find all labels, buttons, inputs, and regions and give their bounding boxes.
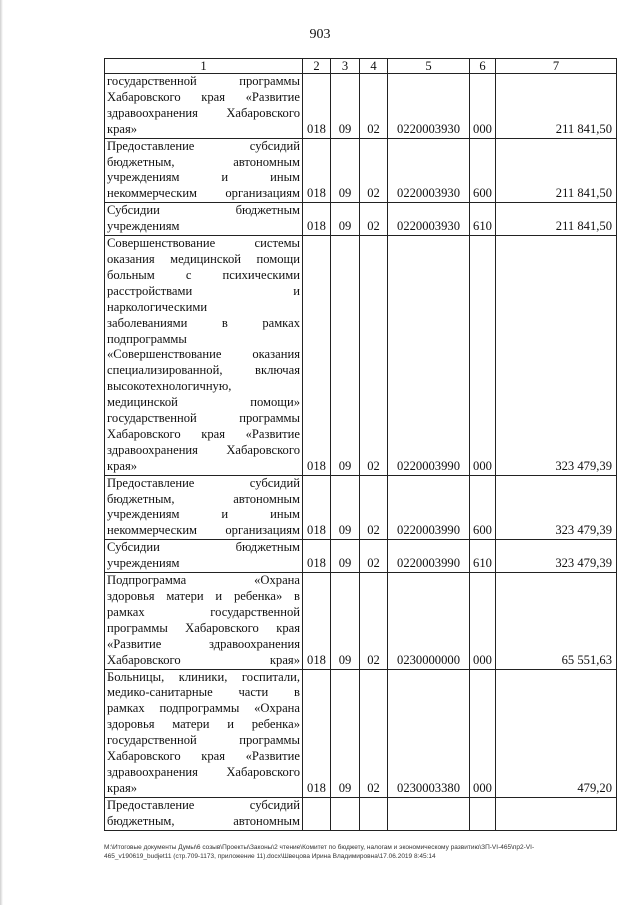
col-3-value: 09 (331, 669, 360, 797)
description-line: государственной программы (107, 411, 300, 426)
description-line: наркологическими (107, 299, 208, 314)
row-description (105, 138, 303, 203)
description-line: здоровья матери и ребенка» (107, 717, 300, 732)
col-6-value: 000 (470, 573, 496, 669)
col-7-amount: 323 479,39 (496, 236, 617, 476)
description-line: Предоставление субсидий (107, 475, 300, 490)
col-5-value: 0220003930 (388, 74, 470, 139)
col-5-value: 0220003990 (388, 540, 470, 573)
col-3-value: 09 (331, 138, 360, 203)
col-3-value (331, 797, 360, 830)
description-line: края» (107, 458, 138, 473)
table-row (105, 573, 617, 669)
header-col-2: 2 (303, 59, 331, 74)
footer-line: 465_v190619_budjet11 (стр.709-1173, приложение 11).docx\Швецова Ирина Владимировна\17.06.2019 8:45:14 (104, 853, 436, 860)
description-line: специализированной, включая (107, 363, 300, 378)
description-line: бюджетным, автономным (107, 154, 300, 169)
col-7-amount: 323 479,39 (496, 540, 617, 573)
header-col-4: 4 (360, 59, 388, 74)
description-line: Хабаровского края» (107, 652, 300, 667)
header-col-5: 5 (388, 59, 470, 74)
budget-table (104, 58, 617, 831)
row-description (105, 669, 303, 797)
col-2-value: 018 (303, 74, 331, 139)
col-3-value: 09 (331, 236, 360, 476)
col-5-value: 0220003930 (388, 138, 470, 203)
description-line: программы Хабаровского края (107, 620, 300, 635)
col-4-value: 02 (360, 74, 388, 139)
description-line: здоровья матери и ребенка» в (107, 589, 300, 603)
description-line: Предоставление субсидий (107, 138, 300, 153)
row-description (105, 475, 303, 540)
description-line: учреждениям (107, 556, 180, 571)
description-line: Предоставление субсидий (107, 797, 300, 812)
description-line: Хабаровского края «Развитие (107, 426, 300, 441)
table-row (105, 203, 617, 236)
col-2-value: 018 (303, 573, 331, 669)
table-row (105, 475, 617, 540)
row-description (105, 236, 303, 476)
col-6-value: 610 (470, 203, 496, 236)
col-6-value: 000 (470, 669, 496, 797)
col-5-value (388, 797, 470, 830)
col-5-value: 0220003990 (388, 236, 470, 476)
col-6-value: 600 (470, 475, 496, 540)
col-4-value: 02 (360, 540, 388, 573)
col-6-value: 000 (470, 236, 496, 476)
col-2-value: 018 (303, 540, 331, 573)
header-col-6: 6 (470, 59, 496, 74)
description-line: края» (107, 121, 138, 136)
description-line: здравоохранения Хабаровского (107, 105, 300, 120)
table-row (105, 74, 617, 139)
col-7-amount: 65 551,63 (496, 573, 617, 669)
page-number: 903 (309, 27, 331, 42)
file-path-footer (104, 843, 616, 861)
col-4-value: 02 (360, 669, 388, 797)
description-line: государственной программы (107, 733, 300, 748)
description-line: здравоохранения Хабаровского (107, 764, 300, 779)
col-5-value: 0220003990 (388, 475, 470, 540)
col-4-value: 02 (360, 203, 388, 236)
table-row (105, 669, 617, 797)
header-col-3: 3 (331, 59, 360, 74)
row-description (105, 74, 303, 139)
description-line: Субсидии бюджетным (107, 203, 300, 218)
row-description (105, 203, 303, 236)
description-line: медицинской помощи» (107, 395, 300, 410)
col-3-value: 09 (331, 573, 360, 669)
description-line: оказания медицинской помощи (107, 251, 300, 266)
description-line: Хабаровского края «Развитие (107, 749, 300, 764)
col-7-amount: 323 479,39 (496, 475, 617, 540)
description-line: «Совершенствование оказания (107, 347, 300, 362)
col-4-value: 02 (360, 138, 388, 203)
description-line: Хабаровского края «Развитие (107, 89, 300, 104)
description-line: некоммерческим организациям (107, 186, 300, 201)
col-2-value: 018 (303, 475, 331, 540)
description-line: государственной программы (107, 74, 300, 88)
col-3-value: 09 (331, 74, 360, 139)
row-description (105, 797, 303, 830)
description-line: учреждениям и иным (107, 170, 300, 185)
col-7-amount: 211 841,50 (496, 138, 617, 203)
col-7-amount: 211 841,50 (496, 203, 617, 236)
description-line: учреждениям и иным (107, 507, 300, 522)
col-4-value: 02 (360, 573, 388, 669)
table-row (105, 138, 617, 203)
description-line: Совершенствование системы (107, 236, 300, 251)
description-line: рамках подпрограммы «Охрана (107, 701, 300, 716)
col-6-value (470, 797, 496, 830)
description-line: рамках государственной (107, 604, 300, 619)
table-row (105, 540, 617, 573)
col-6-value: 610 (470, 540, 496, 573)
col-2-value: 018 (303, 236, 331, 476)
description-line: заболеваниями в рамках (107, 315, 300, 330)
col-3-value: 09 (331, 475, 360, 540)
col-6-value: 000 (470, 74, 496, 139)
row-description (105, 573, 303, 669)
col-6-value: 600 (470, 138, 496, 203)
table-header-row (105, 59, 617, 74)
description-line: края» (107, 780, 138, 795)
col-7-amount: 211 841,50 (496, 74, 617, 139)
col-2-value: 018 (303, 138, 331, 203)
description-line: больным с психическими (107, 267, 300, 282)
description-line: Субсидии бюджетным (107, 540, 300, 555)
row-description (105, 540, 303, 573)
description-line: учреждениям (107, 219, 180, 234)
header-col-1: 1 (105, 59, 303, 74)
description-line: бюджетным, автономным (107, 813, 300, 828)
description-line: Подпрограмма «Охрана (107, 573, 300, 588)
scan-edge (0, 0, 3, 905)
table-row (105, 236, 617, 476)
description-line: медико-санитарные части в (107, 685, 300, 700)
description-line: Больницы, клиники, госпитали, (107, 669, 300, 684)
description-line: расстройствами и (107, 283, 300, 298)
description-line: «Развитие здравоохранения (107, 636, 300, 651)
col-2-value (303, 797, 331, 830)
col-4-value: 02 (360, 475, 388, 540)
col-7-amount (496, 797, 617, 830)
col-3-value: 09 (331, 540, 360, 573)
description-line: бюджетным, автономным (107, 491, 300, 506)
description-line: некоммерческим организациям (107, 523, 300, 538)
header-col-7: 7 (496, 59, 617, 74)
col-2-value: 018 (303, 669, 331, 797)
description-line: высокотехнологичную, (107, 379, 232, 394)
col-5-value: 0230003380 (388, 669, 470, 797)
col-3-value: 09 (331, 203, 360, 236)
col-5-value: 0230000000 (388, 573, 470, 669)
col-4-value (360, 797, 388, 830)
table-row (105, 797, 617, 830)
col-7-amount: 479,20 (496, 669, 617, 797)
col-4-value: 02 (360, 236, 388, 476)
col-2-value: 018 (303, 203, 331, 236)
footer-line: M:\Итоговые документы Думы\6 созыв\Проекты\Законы\2 чтение\Комитет по бюджету, налогам и экономическому развитию\ЗП-VI-465\пр2-VI- (104, 844, 535, 851)
col-5-value: 0220003930 (388, 203, 470, 236)
description-line: здравоохранения Хабаровского (107, 442, 300, 457)
description-line: подпрограммы (107, 331, 187, 346)
